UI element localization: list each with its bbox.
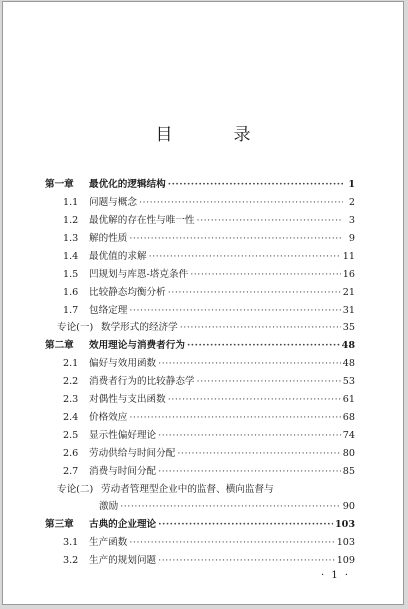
leader-dots — [129, 304, 340, 317]
toc-page-number: 61 — [342, 394, 355, 405]
toc-title: 包络定理 — [89, 305, 128, 316]
toc-page-number: 109 — [336, 555, 355, 566]
toc-section-2-1[interactable] — [63, 357, 355, 370]
toc-page-number: 48 — [342, 358, 355, 369]
toc-page-number: 21 — [342, 287, 355, 298]
toc-section-2-4[interactable] — [63, 411, 355, 424]
toc-number: 2.2 — [63, 376, 79, 387]
toc-page-number: 31 — [342, 305, 355, 316]
page-title: 目 录 — [155, 125, 273, 145]
page-footer-number: · 1 · — [321, 570, 351, 581]
toc-number: 1.5 — [63, 269, 79, 280]
toc-title: 比较静态均衡分析 — [89, 287, 166, 298]
leader-dots — [139, 196, 343, 209]
toc-title: 生产的规划问题 — [89, 555, 157, 566]
toc-number: 第二章 — [45, 340, 74, 351]
leader-dots — [187, 339, 340, 352]
toc-page-number: 16 — [342, 269, 355, 280]
table-of-contents — [3, 2, 403, 604]
toc-number: 1.7 — [63, 305, 79, 316]
toc-title: 最优解的存在性与唯一性 — [89, 215, 195, 226]
toc-number: 1.4 — [63, 251, 79, 262]
toc-section-2-5[interactable] — [63, 429, 355, 442]
leader-dots — [158, 357, 341, 370]
toc-title: 问题与概念 — [89, 197, 137, 208]
toc-page-number: 3 — [348, 215, 355, 226]
toc-number: 1.1 — [63, 197, 79, 208]
toc-page-number: 2 — [348, 197, 355, 208]
toc-number: 2.4 — [63, 412, 79, 423]
toc-number: 2.6 — [63, 448, 79, 459]
toc-section-1-6[interactable] — [63, 286, 355, 299]
leader-dots — [168, 393, 341, 406]
leader-dots — [129, 411, 340, 424]
toc-section-3-2[interactable] — [63, 554, 355, 567]
leader-dots — [158, 465, 341, 478]
toc-section-2-6[interactable] — [63, 447, 355, 460]
toc-chapter-1[interactable] — [45, 178, 355, 191]
toc-section-2-2[interactable] — [63, 375, 355, 388]
toc-page-number: 74 — [342, 430, 355, 441]
toc-topic-1[interactable] — [57, 321, 355, 334]
toc-title: 最优化的逻辑结构 — [89, 179, 166, 190]
toc-section-1-2[interactable] — [63, 214, 355, 227]
toc-page-number: 53 — [342, 376, 355, 387]
toc-title: 消费者行为的比较静态学 — [89, 376, 195, 387]
toc-page-number: 80 — [342, 448, 355, 459]
leader-dots — [129, 536, 334, 549]
toc-title: 数学形式的经济学 — [101, 322, 178, 333]
toc-number: 1.6 — [63, 287, 79, 298]
leader-dots — [129, 232, 343, 245]
toc-number: 第一章 — [45, 179, 74, 190]
toc-page-number: 1 — [348, 179, 355, 190]
toc-page-number: 90 — [342, 501, 355, 512]
toc-number: 第三章 — [45, 519, 74, 530]
toc-page-number: 48 — [341, 340, 355, 351]
toc-section-1-5[interactable] — [63, 268, 355, 281]
toc-number: 2.7 — [63, 466, 79, 477]
toc-chapter-3[interactable] — [45, 518, 355, 531]
toc-chapter-2[interactable] — [45, 339, 355, 352]
toc-title: 价格效应 — [89, 412, 128, 423]
toc-section-1-7[interactable] — [63, 304, 355, 317]
toc-title: 劳动供给与时间分配 — [89, 448, 176, 459]
toc-title: 显示性偏好理论 — [89, 430, 157, 441]
toc-section-3-1[interactable] — [63, 536, 355, 549]
toc-title: 激励 — [99, 501, 119, 512]
toc-title: 生产函数 — [89, 537, 128, 548]
toc-number: 2.3 — [63, 394, 79, 405]
leader-dots — [197, 214, 343, 227]
leader-dots — [197, 375, 341, 388]
toc-number: 2.1 — [63, 358, 79, 369]
toc-number: 2.5 — [63, 430, 79, 441]
leader-dots — [158, 554, 335, 567]
toc-title: 对偶性与支出函数 — [89, 394, 166, 405]
leader-dots — [190, 268, 341, 281]
leader-dots — [120, 500, 341, 513]
toc-section-1-3[interactable] — [63, 232, 355, 245]
leader-dots — [158, 429, 341, 442]
toc-number: 专论(二) — [57, 484, 94, 495]
toc-title: 效用理论与消费者行为 — [89, 340, 185, 351]
toc-topic-2[interactable] — [57, 483, 355, 496]
leader-dots — [149, 250, 341, 263]
toc-page-number: 68 — [342, 412, 355, 423]
toc-page-number: 11 — [342, 251, 355, 262]
toc-number: 1.3 — [63, 233, 79, 244]
toc-page-number: 85 — [342, 466, 355, 477]
toc-title: 古典的企业理论 — [89, 519, 157, 530]
toc-title: 消费与时间分配 — [89, 466, 157, 477]
leader-dots — [168, 178, 343, 191]
toc-title: 最优值的求解 — [89, 251, 147, 262]
toc-number: 1.2 — [63, 215, 79, 226]
document-page — [2, 1, 404, 605]
toc-page-number: 9 — [348, 233, 355, 244]
toc-page-number: 103 — [334, 519, 355, 530]
leader-dots — [168, 286, 341, 299]
toc-topic-2-continued[interactable] — [99, 500, 355, 513]
toc-section-1-1[interactable] — [63, 196, 355, 209]
toc-section-2-7[interactable] — [63, 465, 355, 478]
leader-dots — [158, 518, 333, 531]
toc-section-2-3[interactable] — [63, 393, 355, 406]
toc-number: 专论(一) — [57, 322, 94, 333]
toc-title: 解的性质 — [89, 233, 128, 244]
toc-page-number: 35 — [342, 322, 355, 333]
toc-page-number: 103 — [336, 537, 355, 548]
leader-dots — [180, 321, 341, 334]
toc-title: 凹规划与库恩-塔克条件 — [89, 269, 189, 280]
leader-dots — [177, 447, 340, 460]
toc-title: 劳动者管理型企业中的监督、横向监督与 — [101, 484, 274, 495]
toc-title: 偏好与效用函数 — [89, 358, 157, 369]
toc-section-1-4[interactable] — [63, 250, 355, 263]
toc-number: 3.1 — [63, 537, 79, 548]
toc-number: 3.2 — [63, 555, 79, 566]
